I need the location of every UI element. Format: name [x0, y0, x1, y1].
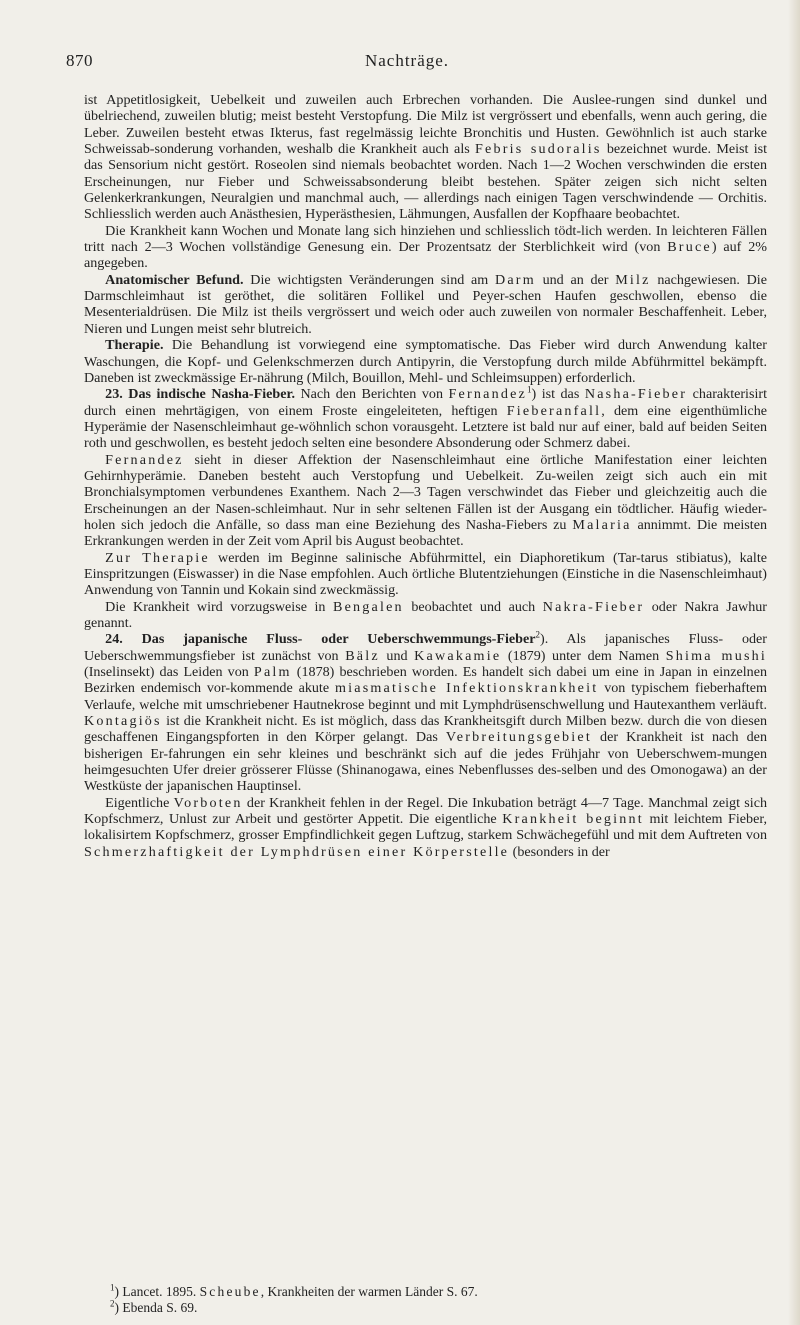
heading-anatomical-findings: Anatomischer Befund.: [105, 271, 244, 288]
footnote-ref-1: 1: [527, 384, 532, 395]
footnote-1: $^1$) Lancet. 1895. Scheube, Krankheiten der warmen Länder S. 67.: [110, 1282, 478, 1299]
term-febris-sudoralis: Febris sudoralis: [474, 141, 602, 158]
footnotes: [110, 1284, 750, 1315]
heading-therapy: Therapie.: [105, 337, 164, 354]
paragraph-fernandez: Fernandez sieht in dieser Affektion der Nasenschleimhaut eine örtliche Manifestation einer leichten Gehirnhyperämie. Daneben besteht auch Verstopfung und Uebelkeit. Zu-weilen zeigt sich auch ein mit Bronchialsymptomen verbundenes Exanthem. Nach 2—3 Tagen verschwindet das Fieber und gleichzeitig auch die Erscheinungen an der Nasen-schleimhaut. Nur in sehr seltenen Fällen ist der Ausgang ein tödtlicher. Häufig wieder-holen sich jedoch die Anfälle, so dass man eine Beziehung des Nasha-Fiebers zu Malaria annimmt. Die meisten Erkrankungen werden in der Zeit vom April bis August beobachtet.: [84, 451, 768, 550]
paragraph-course: Die Krankheit kann Wochen und Monate lang sich hinziehen und schliesslich tödt-lich werden. In leichteren Fällen tritt nach 2—3 Wochen vollständige Genesung ein. Der Prozentsatz der Sterblichkeit wird (von Bruce) auf 2% angegeben.: [84, 222, 767, 272]
author-bruce: Bruce: [667, 239, 712, 256]
paragraph-bengal: Die Krankheit wird vorzugsweise in Bengalen beobachtet und auch Nakra-Fieber oder Nakra Jawhur genannt.: [84, 598, 767, 631]
page-edge-shadow: [788, 0, 800, 1325]
paragraph-prodromes: Eigentliche Vorboten der Krankheit fehlen in der Regel. Die Inkubation beträgt 4—7 Tage. Manchmal zeigt sich Kopfschmerz, Unlust zur Arbeit und gestörter Appetit. Die eigentliche Krankheit beginnt mit leichtem Fieber, lokalisirtem Kopfschmerz, grosser Empfindlichkeit gegen Luftzug, starkem Schwächegefühl und mit dem Auftreten von Schmerzhaftigkeit der Lymphdrüsen einer Körperstelle (besonders in der: [84, 794, 768, 860]
heading-nasha-fever: 23. Das indische Nasha-Fieber.: [105, 386, 295, 403]
page-header: [66, 51, 748, 79]
page-number: 870: [66, 51, 93, 70]
paragraph-nasha-therapy: Zur Therapie werden im Beginne salinische Abführmittel, ein Diaphoretikum (Tar-tarus stibiatus), kalte Einspritzungen (Eiswasser) in die Nase empfohlen. Auch örtliche Blutentziehungen (Einstiche in die Nasenschleimhaut) Anwendung von Tannin und Kokain sind zweckmässig.: [84, 549, 767, 599]
body-text: [84, 92, 767, 860]
paragraph-symptoms: ist Appetitlosigkeit, Uebelkeit und zuweilen auch Erbrechen vorhanden. Die Auslee-rungen sind dunkel und übelriechend, zuweilen blutig; meist besteht Verstopfung. Die Milz ist vergrössert und ebenfalls, wenn auch gering, die Leber. Zuweilen besteht etwas Ikterus, fast regelmässig leichte Bronchitis und Husten. Gewöhnlich ist auch starke Schweissab-sonderung vorhanden, weshalb die Krankheit auch als Febris sudoralis bezeichnet wurde. Meist ist das Sensorium nicht gestört. Roseolen sind niemals beobachtet worden. Nach 1—2 Wochen verschwinden die ersten Erscheinungen, nur Fieber und Schweissabsonderung bleibt bestehen. Später zeigen sich nicht selten Gelenkerkrankungen, Neuralgien und manchmal auch, — allerdings nach einigen Tagen verschwindende — Orchitis. Schliesslich werden auch Anästhesien, Hyperästhesien, Lähmungen, Ausfallen der Kopfhaare beobachtet.: [84, 92, 768, 223]
paragraph-nasha-fever: 23. Das indische Nasha-Fieber. Nach den Berichten von Fernandez$^1$) ist das Nasha-Fieber charakterisirt durch einen mehrtägigen, von einem Froste eingeleiteten, heftigen Fieberanfall, dem eine eigenthümliche Hyperämie der Nasenschleimhaut ge-wöhnlich schon vorausgeht. Letztere ist bald nur auf einer, bald auf beiden Seiten roth und geschwollen, es besteht jedoch selten eine besondere Absonderung oder Schmerz dabei.: [84, 384, 767, 452]
running-title: Nachträge.: [364, 51, 450, 70]
paragraph-japanese-river-fever: 24. Das japanische Fluss- oder Ueberschwemmungs-Fieber$^2$). Als japanisches Fluss- oder Ueberschwemmungsfieber ist zunächst von Bälz und Kawakamie (1879) unter dem Namen Shima mushi (Inselinsekt) das Leiden von Palm (1878) beschrieben worden. Es handelt sich dabei um eine in Japan in einzelnen Bezirken endemisch vor-kommende akute miasmatische Infektionskrankheit von typischem fieberhaftem Verlaufe, welche mit umschriebener Hautnekrose beginnt und mit Lymphdrüsenschwellung und Hautexanthem verläuft. Kontagiös ist die Krankheit nicht. Es ist möglich, dass das Krankheitsgift durch Milben bezw. durch die von diesen geschaffenen Eingangspforten in den Körper gelangt. Das Verbreitungsgebiet der Krankheit ist nach den bisherigen Er-fahrungen ein sehr kleines und beschränkt sich auf die jedes Frühjahr von Ueberschwem-mungen heimgesuchten Ufer dreier grösserer Flüsse (Shinanogawa, eines Nebenflusses des-selben und des Omonogawa) an der Westküste der japanischen Hauptinsel.: [84, 629, 768, 795]
paragraph-therapy: Therapie. Die Behandlung ist vorwiegend eine symptomatische. Das Fieber wird durch Anwendung kalter Waschungen, die Kopf- und Gelenkschmerzen durch Antipyrin, die Verstopfung durch milde Abführmittel bekämpft. Daneben ist zweckmässige Er-nährung (Milch, Bouillon, Mehl- und Schleimsuppen) erforderlich.: [84, 337, 767, 386]
footnote-2: $^2$) Ebenda S. 69.: [110, 1298, 198, 1315]
heading-japanese-river-fever: 24. Das japanische Fluss- oder Ueberschwemmungs-Fieber: [105, 631, 536, 648]
footnote-ref-2: 2: [535, 629, 541, 640]
paragraph-anatomical-findings: Anatomischer Befund. Die wichtigsten Veränderungen sind am Darm und an der Milz nachgewiesen. Die Darmschleimhaut ist geröthet, die solitären Follikel und Peyer-schen Haufen geschwollen, ebenso die Mesenterialdrüsen. Die Milz ist theils vergrössert und weich oder auch zuweilen von normaler Beschaffenheit. Leber, Nieren und Lungen meist sehr blutreich.: [84, 271, 767, 337]
